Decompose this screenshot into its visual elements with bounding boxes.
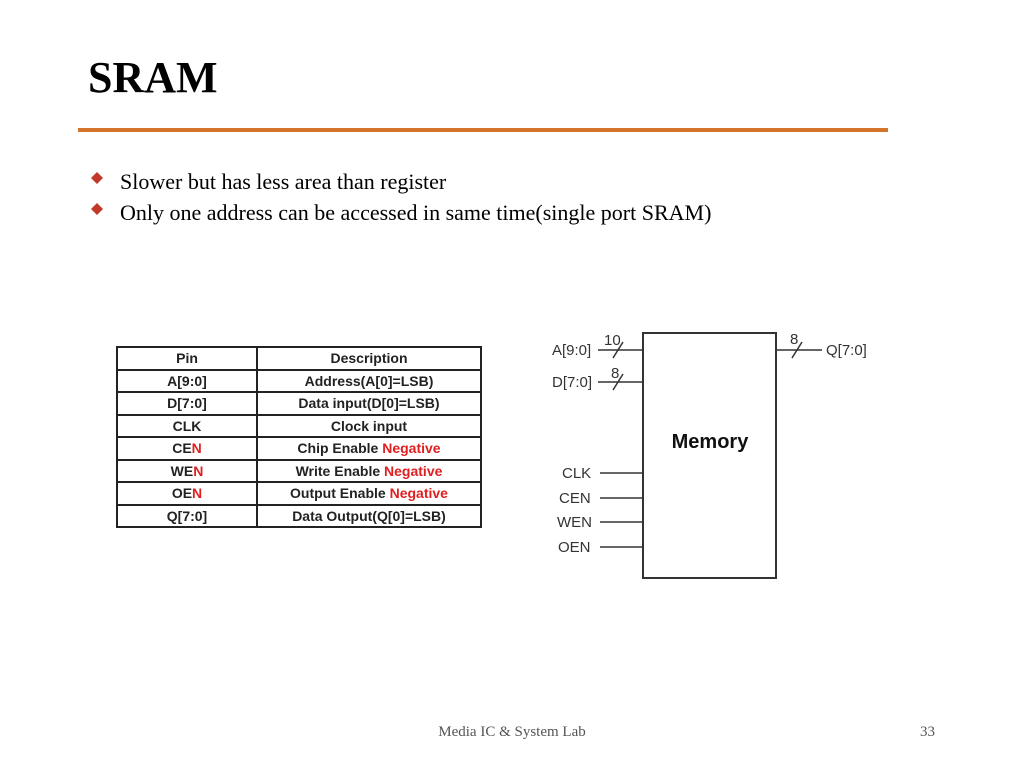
- description-text: Chip Enable: [297, 440, 383, 457]
- q-output-label: Q[7:0]: [826, 342, 867, 359]
- data-input-label: D[7:0]: [552, 374, 593, 391]
- table-row: [117, 415, 481, 438]
- memory-block-diagram: [540, 320, 880, 590]
- description-cell: [257, 415, 481, 438]
- pin-cell: [117, 482, 257, 505]
- description-cell: [257, 460, 481, 483]
- header-description: Description: [257, 347, 481, 370]
- table-header-row: [117, 347, 481, 370]
- q-bus-width: 8: [790, 331, 799, 348]
- bullet-list: [92, 166, 711, 228]
- description-negative: Negative: [384, 462, 443, 479]
- pin-name: CLK: [172, 417, 202, 434]
- description-negative: Negative: [382, 440, 441, 457]
- description-text: Write Enable: [295, 462, 385, 479]
- description-cell: [257, 482, 481, 505]
- pin-negative-suffix: N: [191, 440, 202, 457]
- description-cell: [257, 505, 481, 528]
- pin-name: Q[7:0]: [166, 507, 208, 524]
- pin-cell: [117, 460, 257, 483]
- data-bus-width: 8: [611, 365, 620, 382]
- slide-title: SRAM: [88, 53, 218, 102]
- memory-block: [643, 333, 776, 578]
- pin-negative-suffix: N: [192, 485, 203, 502]
- pin-negative-suffix: N: [193, 462, 204, 479]
- table-row: [117, 370, 481, 393]
- pin-name: WE: [170, 462, 194, 479]
- diamond-bullet-icon: [91, 203, 103, 215]
- page-number: 33: [920, 724, 935, 740]
- description-text: Output Enable: [290, 485, 390, 502]
- title-underline: [78, 128, 888, 132]
- bullet-text: Only one address can be accessed in same time(single port SRAM): [120, 200, 712, 225]
- description-text: Data Output(Q[0]=LSB): [292, 507, 446, 524]
- pin-name: A[9:0]: [167, 372, 207, 389]
- table-row: [117, 505, 481, 528]
- pin-cell: [117, 392, 257, 415]
- pin-table: [116, 346, 482, 528]
- pin-cell: [117, 505, 257, 528]
- description-negative: Negative: [389, 485, 448, 502]
- table-row: [117, 437, 481, 460]
- pin-cell: [117, 370, 257, 393]
- diamond-bullet-icon: [91, 172, 103, 184]
- wen-input-label: WEN: [557, 514, 592, 531]
- description-text: Address(A[0]=LSB): [304, 372, 434, 389]
- description-text: Clock input: [330, 417, 408, 434]
- pin-cell: [117, 415, 257, 438]
- bullet-item: [92, 166, 711, 197]
- pin-name: D[7:0]: [167, 395, 207, 412]
- oen-input-label: OEN: [558, 539, 591, 556]
- description-cell: [257, 370, 481, 393]
- table-row: [117, 392, 481, 415]
- description-cell: [257, 392, 481, 415]
- footer-lab-name: Media IC & System Lab: [438, 724, 586, 740]
- bullet-text: Slower but has less area than register: [120, 169, 447, 194]
- pin-cell: [117, 437, 257, 460]
- clk-input-label: CLK: [562, 465, 592, 482]
- addr-input-label: A[9:0]: [552, 342, 592, 359]
- header-pin: Pin: [117, 347, 257, 370]
- table-row: [117, 460, 481, 483]
- cen-input-label: CEN: [559, 490, 591, 507]
- memory-diagram-svg: [540, 320, 880, 590]
- bullet-item: [92, 197, 711, 228]
- table-row: [117, 482, 481, 505]
- addr-bus-width: 10: [604, 332, 621, 349]
- description-cell: [257, 437, 481, 460]
- memory-label: Memory: [671, 431, 749, 453]
- pin-name: CE: [172, 440, 192, 457]
- description-text: Data input(D[0]=LSB): [298, 395, 440, 412]
- pin-name: OE: [171, 485, 193, 502]
